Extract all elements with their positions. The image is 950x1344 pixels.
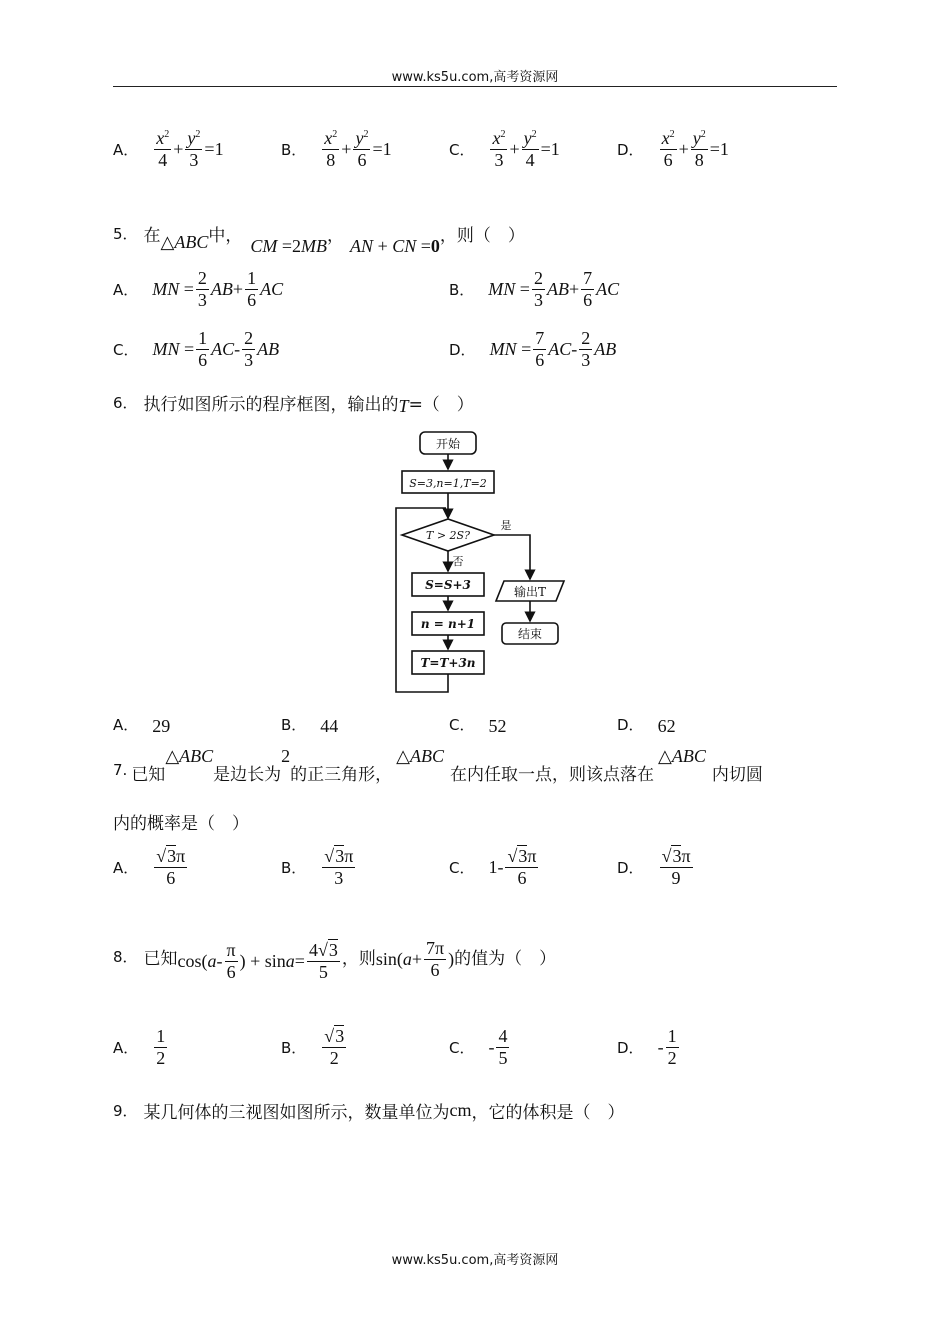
stem-text: 已知 <box>131 765 166 785</box>
page-footer: www.ks5u.com,高考资源网 <box>391 1253 559 1268</box>
option-value: 52 <box>488 716 507 736</box>
question-number: 5． <box>113 225 138 243</box>
stem-text: 执行如图所示的程序框图，输出的 <box>143 395 399 415</box>
option-label: A． <box>113 1038 139 1057</box>
question-number: 6． <box>113 394 138 412</box>
fraction: $\frac{√3\pi}{3}$ <box>324 846 354 888</box>
stem-text: 的正三角形， <box>290 765 393 785</box>
triangle-abc: △ABC <box>160 232 209 252</box>
vector: AB <box>594 338 617 359</box>
operator: - <box>234 338 241 359</box>
flow-init-text: S=3,n=1,T=2 <box>409 477 487 490</box>
q7-option-b <box>281 846 357 888</box>
option-label: B． <box>449 280 475 299</box>
stem-text: 在内任取一点，则该点落在 <box>450 765 654 785</box>
question-number: 9． <box>113 1102 138 1120</box>
fraction: $\frac{x^2}{4}$ <box>156 128 170 170</box>
equals-one: =1 <box>709 138 729 159</box>
equals-one: =1 <box>540 138 560 159</box>
stem-text: 的值为（ ） <box>454 949 557 969</box>
unit: cm <box>449 1100 472 1120</box>
fraction: $\frac{1}{6}$ <box>198 328 208 370</box>
q4-option-d <box>617 128 729 170</box>
q8-option-a <box>113 1026 169 1068</box>
vector: AC <box>548 338 572 359</box>
option-label: B． <box>281 140 307 159</box>
q8-stem <box>113 938 556 982</box>
variable-t: T <box>398 396 409 416</box>
cos-expression: cos( a - $\frac{\pi}{6}$ ) + sin a = $\frac{4√3}{5}$ <box>177 940 338 982</box>
stem-text: ，则（ ） <box>439 226 525 246</box>
flow-cond-text: T > 2S? <box>426 529 470 542</box>
q5-option-b <box>449 268 619 310</box>
q7-option-a <box>113 846 189 888</box>
stem-text: 某几何体的三视图如图所示，数量单位为 <box>143 1103 450 1123</box>
q5-option-c <box>113 328 279 370</box>
flow-n-text: n = n+1 <box>420 617 476 631</box>
side-length: 2 <box>281 746 291 766</box>
stem-text: ，它的体积是（ ） <box>471 1103 625 1123</box>
q7-stem-line1 <box>113 746 763 785</box>
plus: + <box>678 138 689 159</box>
option-label: B． <box>281 716 307 734</box>
fraction: $\frac{√3\pi}{9}$ <box>661 846 691 888</box>
vector-expression: MN = <box>152 278 194 299</box>
fraction: $\frac{1}{6}$ <box>247 268 257 310</box>
plus: + <box>341 138 352 159</box>
q5-stem <box>113 210 525 257</box>
flow-s-text: S=S+3 <box>425 578 471 592</box>
q8-option-d <box>617 1026 681 1068</box>
stem-text: 内切圆 <box>711 765 763 785</box>
flow-yes-label: 是 <box>500 519 512 532</box>
plus: + <box>509 138 520 159</box>
fraction: $\frac{√3}{2}$ <box>324 1026 345 1068</box>
option-label: D． <box>617 858 644 877</box>
q6-option-d <box>617 712 676 737</box>
stem-text: 中， <box>208 226 243 246</box>
vector-expression: MN = <box>489 338 532 359</box>
comma: ， <box>327 226 345 246</box>
q4-option-c <box>449 128 560 170</box>
fraction: $\frac{√3\pi}{6}$ <box>507 846 537 888</box>
vector: AB <box>210 278 233 299</box>
vector: AB <box>546 278 569 299</box>
stem-text: ，则 <box>341 949 376 969</box>
equals-one: =1 <box>204 138 224 159</box>
option-label: A． <box>113 280 139 299</box>
equals-one: =1 <box>372 138 392 159</box>
option-label: A． <box>113 140 139 159</box>
q7-option-d <box>617 846 695 888</box>
condition-an-cn-0: AN + CN =0 <box>350 236 440 256</box>
fraction: $\frac{1}{2}$ <box>156 1026 166 1068</box>
q6-option-b <box>281 712 338 737</box>
flowchart <box>388 425 578 695</box>
option-label: C． <box>113 340 139 359</box>
condition-cm-2mb: CM =2MB <box>250 236 328 256</box>
fraction: $\frac{x^2}{6}$ <box>661 128 675 170</box>
fraction: $\frac{2}{3}$ <box>244 328 254 370</box>
fraction: $\frac{y^2}{3}$ <box>187 128 201 170</box>
triangle-abc: △ABC <box>658 746 706 766</box>
fraction: $\frac{2}{3}$ <box>197 268 207 310</box>
q6-option-c <box>449 712 506 737</box>
q4-option-b <box>281 128 392 170</box>
q9-stem <box>113 1098 625 1123</box>
q5-option-a <box>113 268 283 310</box>
flow-yes-line <box>494 535 530 579</box>
option-label: C． <box>449 140 475 159</box>
option-label: D． <box>449 340 476 359</box>
stem-text: =（ ） <box>408 395 474 415</box>
triangle-abc: △ABC <box>396 746 444 766</box>
fraction: $\frac{1}{2}$ <box>667 1026 677 1068</box>
operator: + <box>568 278 580 299</box>
vector: AC <box>596 278 620 299</box>
vector: AB <box>257 338 280 359</box>
fraction: $\frac{√3\pi}{6}$ <box>156 846 186 888</box>
q6-option-a <box>113 712 170 737</box>
option-label: C． <box>449 858 475 877</box>
q8-option-c <box>449 1026 511 1068</box>
option-value: 62 <box>657 716 676 736</box>
prefix: 1- <box>488 856 504 877</box>
option-label: C． <box>449 716 475 734</box>
option-label: C． <box>449 1038 475 1057</box>
fraction: $\frac{y^2}{4}$ <box>523 128 537 170</box>
option-label: A． <box>113 858 139 877</box>
q7-option-c <box>449 846 540 888</box>
question-number: 8． <box>113 948 138 966</box>
q4-option-a <box>113 128 224 170</box>
sin-expression: sin( a + $\frac{7\pi}{6}$ ) <box>375 938 455 980</box>
fraction: $\frac{x^2}{3}$ <box>492 128 506 170</box>
flow-start-text: 开始 <box>435 437 461 451</box>
fraction: $\frac{7}{6}$ <box>535 328 545 370</box>
triangle-abc: △ABC <box>165 746 214 766</box>
stem-text: 是边长为 <box>213 765 282 785</box>
flow-output-text: 输出T <box>513 585 547 599</box>
vector-expression: MN = <box>152 338 195 359</box>
operator: - <box>571 338 578 359</box>
question-number: 7. <box>113 761 128 779</box>
option-label: B． <box>281 858 307 877</box>
option-value: 44 <box>320 716 339 736</box>
page-header: www.ks5u.com,高考资源网 <box>391 70 559 85</box>
q5-option-d <box>449 328 616 370</box>
fraction: $\frac{4}{5}$ <box>498 1026 508 1068</box>
fraction: $\frac{7}{6}$ <box>583 268 593 310</box>
header-rule <box>113 86 837 87</box>
q7-stem-line2: 内的概率是（ ） <box>113 814 249 834</box>
operator: + <box>232 278 244 299</box>
plus: + <box>173 138 184 159</box>
fraction: $\frac{2}{3}$ <box>533 268 543 310</box>
fraction: $\frac{y^2}{6}$ <box>355 128 369 170</box>
flow-end-text: 结束 <box>517 627 543 641</box>
fraction: $\frac{y^2}{8}$ <box>692 128 706 170</box>
option-label: A． <box>113 716 139 734</box>
option-label: D． <box>617 1038 644 1057</box>
stem-text: 已知 <box>143 949 178 969</box>
sign: - <box>657 1036 664 1057</box>
sign: - <box>488 1036 495 1057</box>
vector-expression: MN = <box>488 278 530 299</box>
stem-text: 在 <box>143 226 161 246</box>
option-label: D． <box>617 716 644 734</box>
vector: AC <box>211 338 235 359</box>
flow-t-text: T=T+3n <box>420 656 476 670</box>
q6-stem <box>113 388 474 417</box>
option-value: 29 <box>152 716 171 736</box>
option-label: B． <box>281 1038 307 1057</box>
flow-no-label: 否 <box>452 555 464 568</box>
fraction: $\frac{2}{3}$ <box>581 328 591 370</box>
fraction: $\frac{x^2}{8}$ <box>324 128 338 170</box>
vector: AC <box>260 278 284 299</box>
option-label: D． <box>617 140 644 159</box>
q8-option-b <box>281 1026 348 1068</box>
